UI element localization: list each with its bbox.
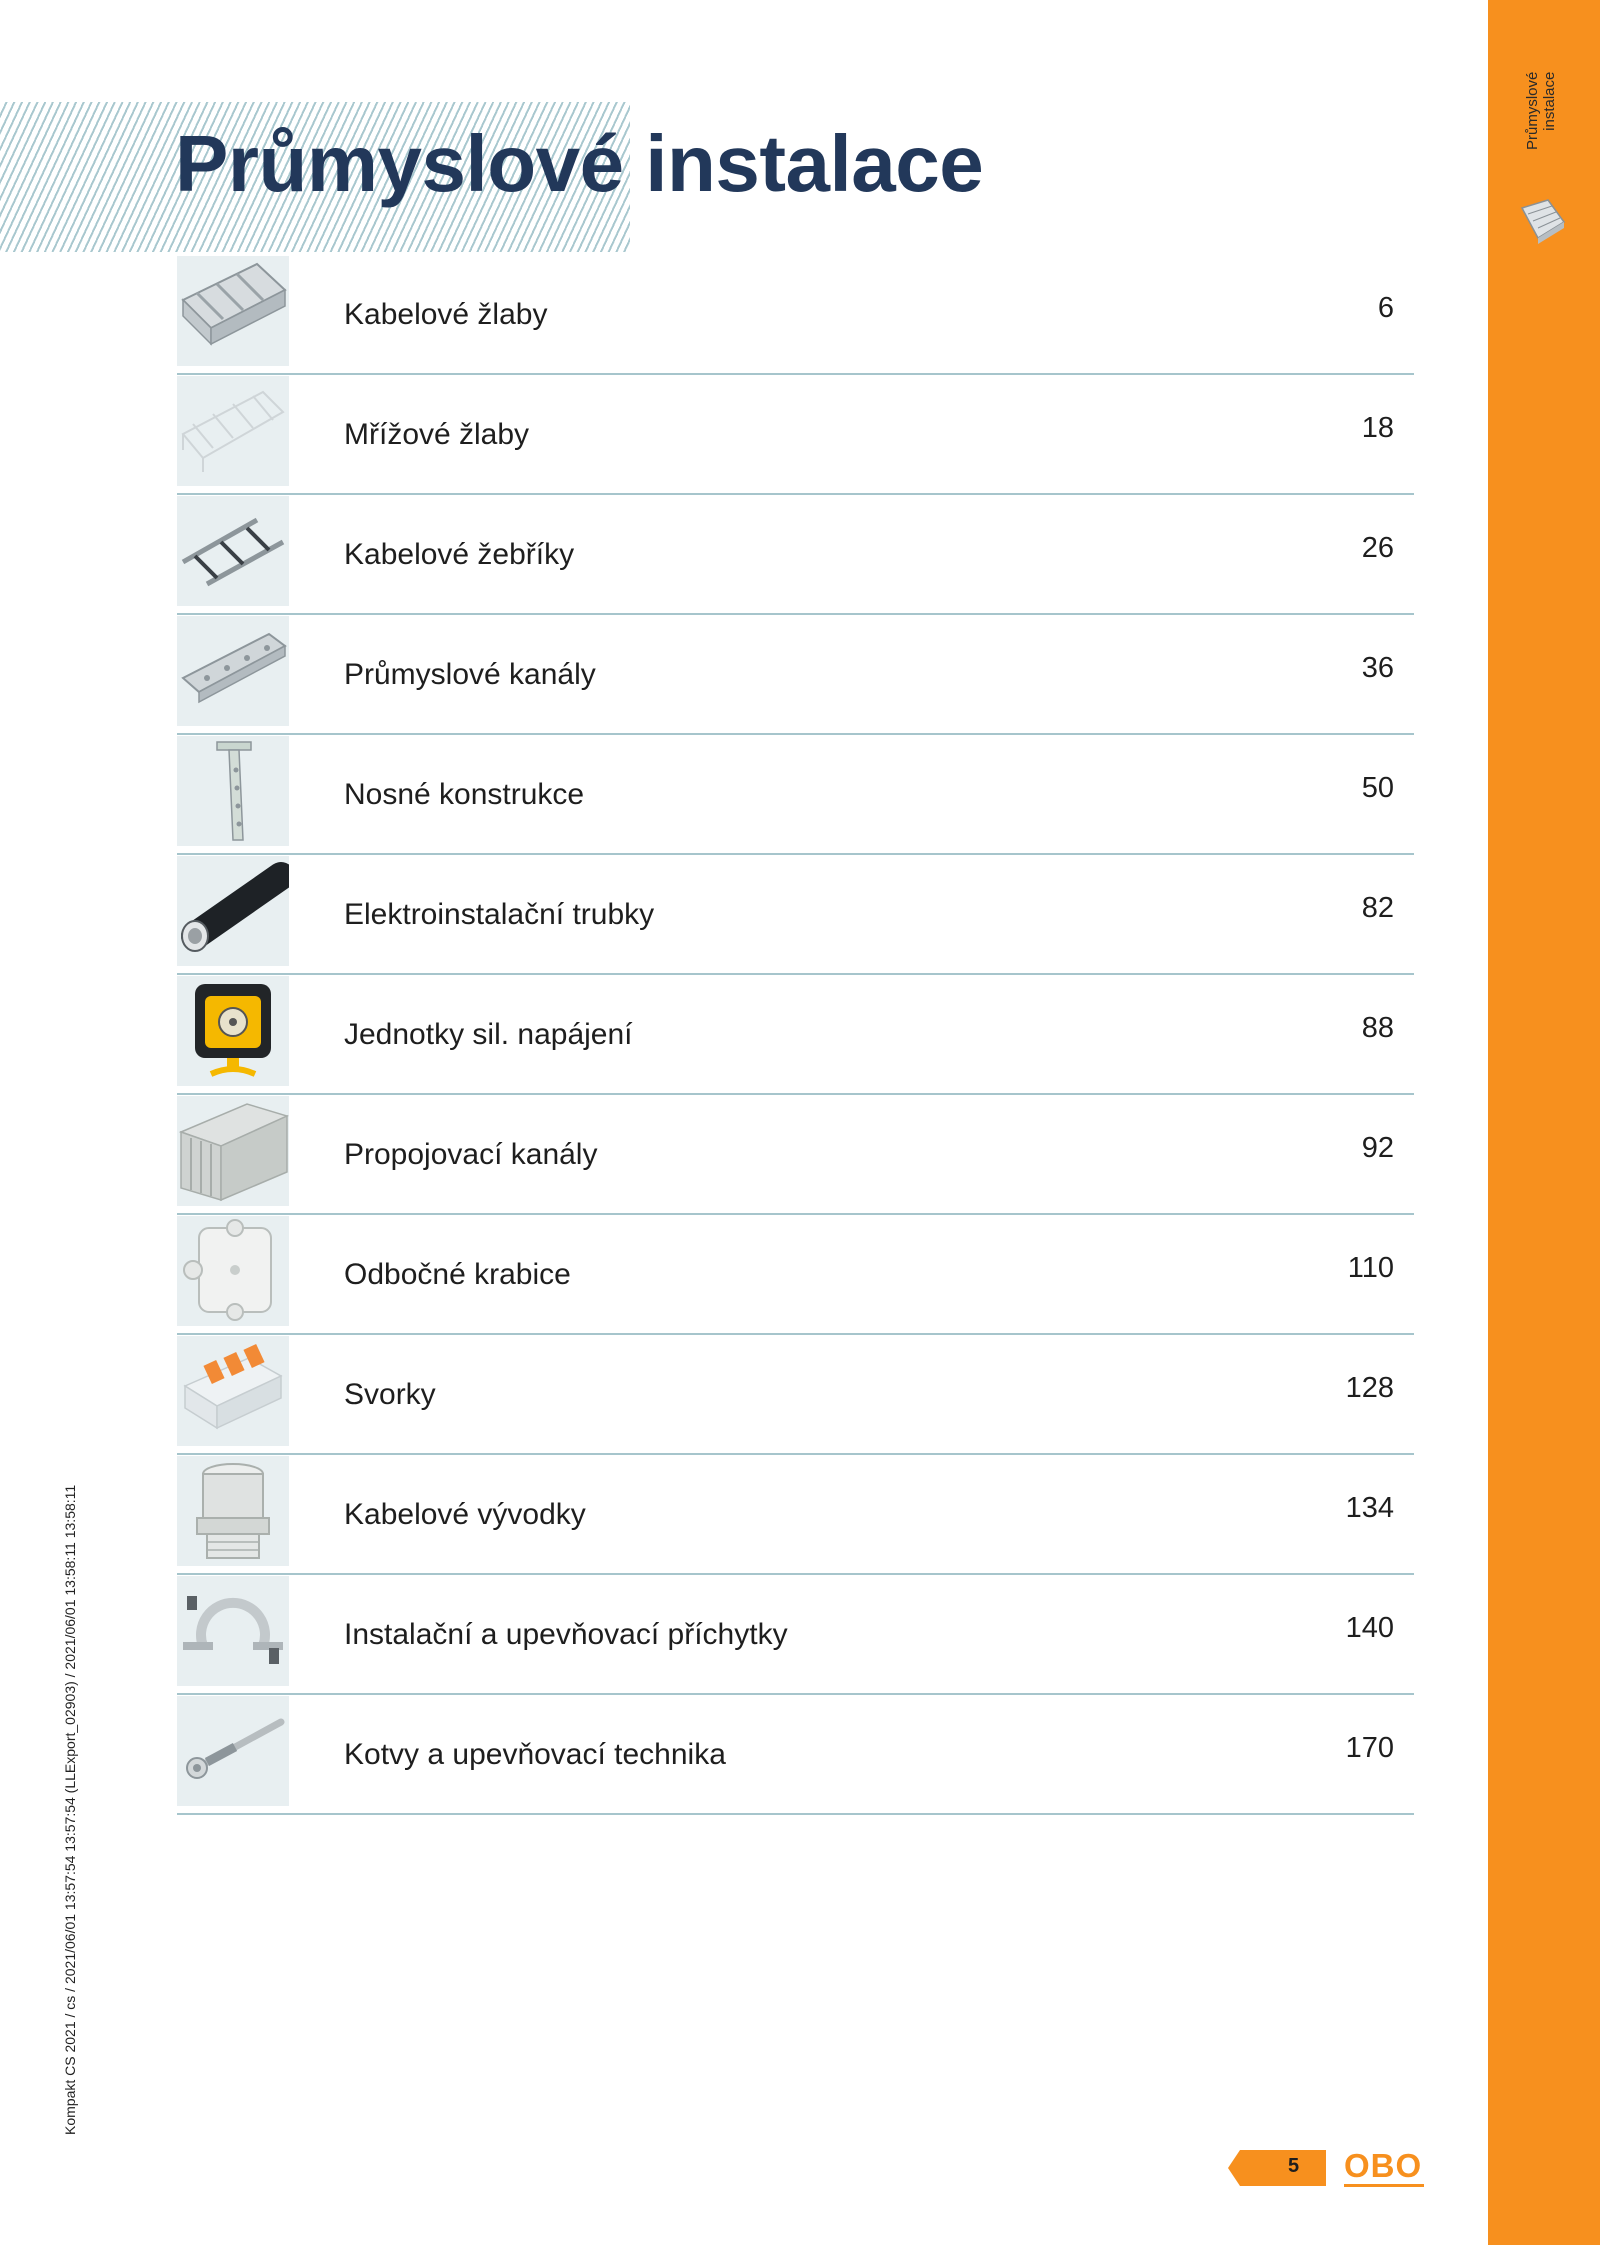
toc-page-number: 128 [1345, 1372, 1394, 1404]
section-sidebar [1488, 0, 1600, 2245]
mesh-tray-icon [177, 376, 289, 486]
toc-page-number: 110 [1347, 1252, 1394, 1284]
obo-logo [1344, 2148, 1424, 2188]
toc-page-number: 170 [1345, 1732, 1394, 1764]
toc-item-label: Průmyslové kanály [344, 658, 596, 691]
toc-row[interactable] [177, 1216, 1414, 1335]
power-unit-icon [177, 976, 289, 1086]
logo-underline [1344, 2184, 1424, 2187]
toc-row[interactable] [177, 616, 1414, 735]
cable-ladder-icon [177, 496, 289, 606]
sidebar-label-line2: instalace [1541, 71, 1558, 131]
toc-row[interactable] [177, 376, 1414, 495]
toc-row[interactable] [177, 1696, 1414, 1815]
toc-page-number: 88 [1361, 1012, 1394, 1044]
anchor-bolt-icon [177, 1696, 289, 1806]
toc-page-number: 18 [1361, 412, 1394, 444]
toc-row[interactable] [177, 256, 1414, 375]
toc-page-number: 134 [1345, 1492, 1394, 1524]
terminal-clamp-icon [177, 1336, 289, 1446]
page-number: 5 [1288, 2155, 1300, 2177]
toc-row[interactable] [177, 736, 1414, 855]
toc-row[interactable] [177, 976, 1414, 1095]
table-of-contents [177, 256, 1414, 1816]
sidebar-label-line1: Průmyslové [1524, 71, 1541, 150]
toc-item-label: Elektroinstalační trubky [344, 898, 655, 931]
page-title: Průmyslové instalace [175, 119, 984, 208]
toc-item-label: Kotvy a upevňovací technika [344, 1738, 726, 1771]
toc-page-number: 26 [1361, 532, 1394, 564]
support-structure-icon [177, 736, 289, 846]
toc-row[interactable] [177, 496, 1414, 615]
mounting-clip-icon [177, 1576, 289, 1686]
page-number-tab [1228, 2150, 1326, 2186]
toc-page-number: 6 [1377, 292, 1394, 324]
wiring-duct-icon [177, 1096, 289, 1206]
toc-row[interactable] [177, 856, 1414, 975]
toc-item-label: Nosné konstrukce [344, 778, 585, 811]
toc-item-label: Svorky [344, 1378, 436, 1411]
toc-item-label: Mřížové žlaby [344, 418, 530, 451]
toc-item-label: Odbočné krabice [344, 1258, 571, 1291]
logo-text: OBO [1344, 2147, 1423, 2184]
junction-box-icon [177, 1216, 289, 1326]
toc-row[interactable] [177, 1576, 1414, 1695]
industrial-channel-icon [177, 616, 289, 726]
toc-item-label: Kabelové vývodky [344, 1498, 586, 1531]
cable-gland-icon [177, 1456, 289, 1566]
cable-tray-icon [177, 256, 289, 366]
toc-row[interactable] [177, 1336, 1414, 1455]
toc-page-number: 50 [1361, 772, 1394, 804]
toc-page-number: 82 [1361, 892, 1394, 924]
toc-page-number: 36 [1361, 652, 1394, 684]
toc-item-label: Propojovací kanály [344, 1138, 598, 1171]
toc-row[interactable] [177, 1456, 1414, 1575]
sidebar-section-label [1524, 72, 1558, 150]
conduit-pipe-icon [177, 856, 289, 966]
toc-item-label: Jednotky sil. napájení [344, 1018, 633, 1051]
print-metadata: Kompakt CS 2021 / cs / 2021/06/01 13:57:54 13:57:54 (LLExport_02903) / 2021/06/01 13:58:11 13:58:11 [62, 1484, 78, 2135]
toc-page-number: 92 [1361, 1132, 1394, 1164]
toc-item-label: Kabelové žlaby [344, 298, 548, 331]
toc-item-label: Instalační a upevňovací příchytky [344, 1618, 788, 1651]
cable-tray-icon [1518, 198, 1566, 244]
toc-row[interactable] [177, 1096, 1414, 1215]
toc-item-label: Kabelové žebříky [344, 538, 575, 571]
toc-page-number: 140 [1345, 1612, 1394, 1644]
